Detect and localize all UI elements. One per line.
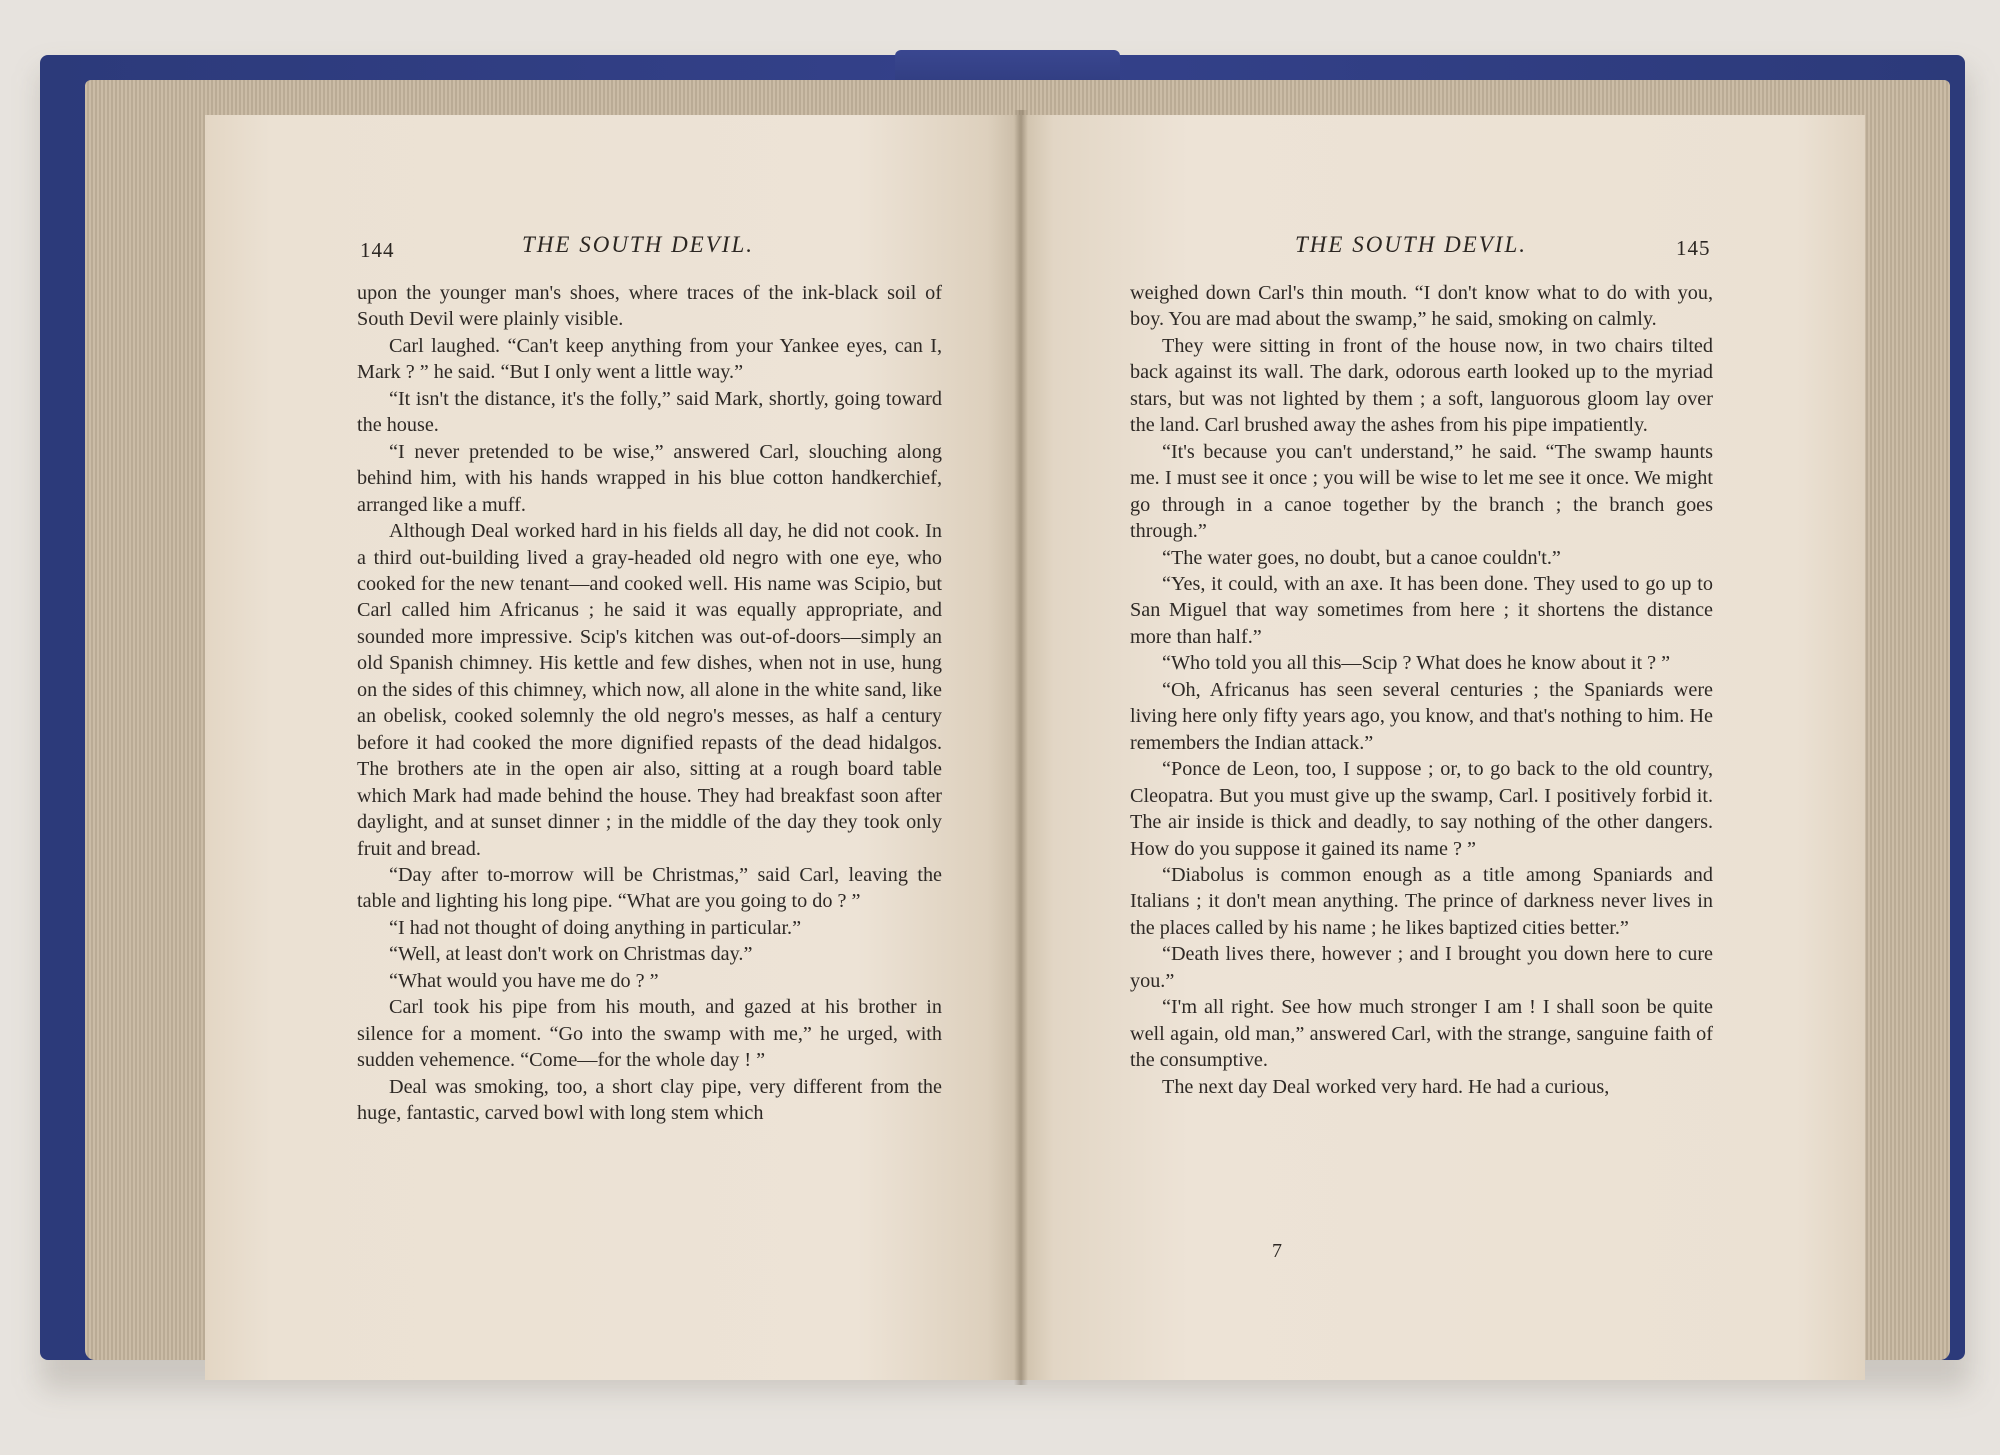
paragraph: “Day after to-morrow will be Christmas,” said Carl, leaving the table and lighting his long pipe. “What are you going to do ? ” [357,863,942,913]
left-page-text [357,280,942,1127]
paragraph: “I had not thought of doing anything in particular.” [389,916,802,939]
paragraph: weighed down Carl's thin mouth. “I don't know what to do with you, boy. You are mad about the swamp,” he said, smoking on calmly. [1130,282,1713,331]
paragraph: “Oh, Africanus has seen several centuries ; the Spaniards were living here only fifty years ago, you know, and that's nothing to him. He remembers the Indian attack.” [1130,678,1713,754]
paragraph: “It's because you can't understand,” he said. “The swamp haunts me. I must see it once ; you will be wise to let me see it once. We might go through in a canoe together by the branch ; the branch goes through.” [1130,440,1713,543]
paragraph: “Death lives there, however ; and I brought you down here to cure you.” [1130,943,1713,992]
paragraph: “It isn't the distance, it's the folly,” said Mark, shortly, going toward the house. [357,387,942,437]
paragraph: Deal was smoking, too, a short clay pipe, very different from the huge, fantastic, carved bowl with long stem which [357,1075,942,1125]
paragraph: They were sitting in front of the house now, in two chairs tilted back against its wall. The dark, odorous earth looked up to the myriad stars, but was not lighted by them ; a soft, languorous gloom lay over the land. Carl brushed away the ashes from his pipe impatiently. [1130,334,1713,437]
right-page-number: 145 [1676,236,1711,260]
gutter [1014,110,1028,1385]
paragraph: Carl laughed. “Can't keep anything from your Yankee eyes, can I, Mark ? ” he said. “But I only went a little way.” [357,334,942,384]
paragraph: Carl took his pipe from his mouth, and gazed at his brother in silence for a moment. “Go into the swamp with me,” he urged, with sudden vehemence. “Come—for the whole day ! ” [357,996,942,1072]
paragraph: upon the younger man's shoes, where traces of the ink-black soil of South Devil were plainly visible. [357,282,942,331]
left-running-title: THE SOUTH DEVIL. [522,232,754,257]
paragraph: “What would you have me do ? ” [389,969,659,992]
paragraph: “Yes, it could, with an axe. It has been done. They used to go up to San Miguel that way sometimes from here ; it shortens the distance more than half.” [1130,572,1713,648]
paragraph: The next day Deal worked very hard. He had a curious, [1162,1075,1610,1098]
left-page-number: 144 [360,238,395,262]
paragraph: “Diabolus is common enough as a title among Spaniards and Italians ; it don't mean anything. The prince of darkness never lives in the places called by his name ; he likes baptized cities better.” [1130,863,1713,939]
paragraph: “I never pretended to be wise,” answered Carl, slouching along behind him, with his hands wrapped in his blue cotton handkerchief, arranged like a muff. [357,440,942,516]
right-running-title: THE SOUTH DEVIL. [1295,232,1527,257]
paragraph: Although Deal worked hard in his fields all day, he did not cook. In a third out-building lived a gray-headed old negro with one eye, who cooked for the new tenant—and cooked well. His name was Scipio, but Carl called him Africanus ; he said it was equally appropriate, and sounded more impressive. Scip's kitchen was out-of-doors—simply an old Spanish chimney. His kettle and few dishes, when not in use, hung on the sides of this chimney, which now, all alone in the white sand, like an obelisk, cooked solemnly the old negro's messes, as half a century before it had cooked the more dignified repasts of the dead hidalgos. The brothers ate in the open air also, sitting at a rough board table which Mark had made behind the house. They had breakfast soon after daylight, and at sunset dinner ; in the middle of the day they took only fruit and bread. [357,520,942,860]
paragraph: “Who told you all this—Scip ? What does he know about it ? ” [1162,652,1671,675]
signature-mark: 7 [1272,1240,1282,1262]
paragraph: “I'm all right. See how much stronger I am ! I shall soon be quite well again, old man,” answered Carl, with the strange, sanguine faith of the consumptive. [1130,996,1713,1072]
paragraph: “Well, at least don't work on Christmas day.” [389,943,753,966]
paragraph: “Ponce de Leon, too, I suppose ; or, to go back to the old country, Cleopatra. But you must give up the swamp, Carl. I positively forbid it. The air inside is thick and deadly, to say nothing of the other dangers. How do you suppose it gained its name ? ” [1130,758,1713,860]
paragraph: “The water goes, no doubt, but a canoe couldn't.” [1162,546,1561,569]
right-page-text [1130,280,1713,1100]
